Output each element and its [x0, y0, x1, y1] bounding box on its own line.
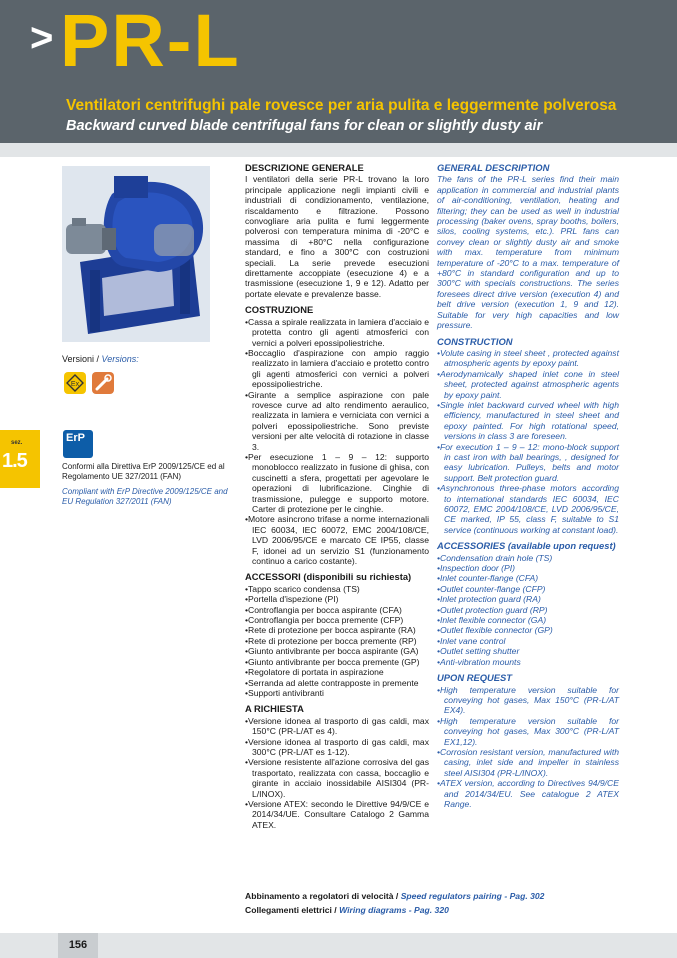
- english-column: [437, 163, 619, 815]
- upon-request-list: [245, 716, 429, 830]
- list-item: • Inspection door (PI): [437, 563, 619, 573]
- list-item: • Versione resistente all'azione corrosiva del gas trasportato, realizzata con cassa, boccaglio e girante in acciaio inossidabile AISI304 (PR-L/INOX).: [245, 757, 429, 799]
- speed-regulators-page: - Pag. 302: [504, 891, 545, 901]
- versions-label-italian: Versioni /: [62, 354, 100, 364]
- erp-compliance-english: Compliant with ErP Directive 2009/125/CE and EU Regulation 327/2011 (FAN): [62, 487, 228, 506]
- list-item: • Boccaglio d'aspirazione con ampio raggio realizzato in lamiera d'acciaio e protetto contro gli agenti atmosferici con vernici a polveri epossipoliestriche.: [245, 348, 429, 390]
- list-item: • Regolatore di portata in aspirazione: [245, 667, 429, 677]
- list-item: • ATEX version, according to Directives 94/9/CE and 2014/34/EU. See catalogue 2 ATEX Range.: [437, 778, 619, 809]
- erp-compliance-italian: Conformi alla Direttiva ErP 2009/125/CE ed al Regolamento UE 327/2011 (FAN): [62, 462, 225, 481]
- list-item: • Corrosion resistant version, manufactured with casing, inlet side and impeller in stainless steel AISI304 (PR-L/INOX).: [437, 747, 619, 778]
- upon-request-heading-en: UPON REQUEST: [437, 672, 513, 684]
- list-item: • High temperature version suitable for conveying hot gases, Max 150°C (PR-L/AT EX4).: [437, 685, 619, 716]
- list-item: • Tappo scarico condensa (TS): [245, 584, 429, 594]
- list-item: • Aerodynamically shaped inlet cone in steel sheet, protected against atmospheric agents by epoxy paint.: [437, 369, 619, 400]
- list-item: • Versione idonea al trasporto di gas caldi, max 300°C (PR-L/AT es 1-12).: [245, 737, 429, 758]
- subtitle-english: Backward curved blade centrifugal fans for clean or slightly dusty air: [66, 118, 543, 134]
- wiring-diagrams-link[interactable]: Wiring diagrams: [339, 905, 407, 915]
- accessories-heading: ACCESSORI (disponibili su richiesta): [245, 571, 412, 583]
- list-item: • Volute casing in steel sheet , protected against atmospheric agents by epoxy paint.: [437, 348, 619, 369]
- list-item: • Single inlet backward curved wheel with high efficiency, manufactured in steel sheet and epoxy painted. For high rotational speed, versions in class 3 are foreseen.: [437, 400, 619, 442]
- svg-text:Ex: Ex: [70, 381, 80, 388]
- construction-heading-en: CONSTRUCTION: [437, 335, 513, 347]
- product-photo: [62, 166, 210, 342]
- versions-label: [62, 354, 139, 364]
- list-item: • Inlet counter-flange (CFA): [437, 573, 619, 583]
- speed-regulators-label: Abbinamento a regolatori di velocità /: [245, 891, 399, 901]
- versions-label-english: Versions:: [101, 354, 139, 364]
- list-item: • Controflangia per bocca premente (CFP): [245, 615, 429, 625]
- list-item: • Per esecuzione 1 – 9 – 12: supporto monoblocco realizzato in fusione di ghisa, con cuscinetti a sfera, progettati per agevolare le operazioni di lubrificazione. Cinghie di trasmissione, pulegge e supporto motore. Carter di protezione per le cinghie.: [245, 452, 429, 514]
- general-description-heading: DESCRIZIONE GENERALE: [245, 162, 364, 173]
- accessories-list-en: [437, 553, 619, 667]
- list-item: • For execution 1 – 9 – 12: mono-block support in cast iron with ball bearings, , designed for easy lubrication. Pulleys, belts and motor support. Belt protection guard.: [437, 442, 619, 484]
- subtitle-italian: Ventilatori centrifughi pale rovesce per aria pulita e leggermente polverosa: [66, 97, 617, 114]
- list-item: • Supporti antivibranti: [245, 688, 429, 698]
- general-description-text-en: The fans of the PR-L series find their main application in commercial and industrial plants of air-conditioning, ventilation, heating and filtering; they can be used as well in industrial processing (baker ovens, spray booths, boilers, silos, cooling systems, etc.). PRL fans can convey clean or slightly dusty air and smoke with max. temperature from minimum temperature of -20°C to a max. temperature of +80°C in standard configuration and up to 300°C with specials constructions. The series foresees direct drive version (execution 4) and belt drive version (execution 1, 9 and 12). Suitable for very high capacities and low pressure.: [437, 174, 619, 331]
- wiring-diagrams-page: - Pag. 320: [408, 905, 449, 915]
- list-item: • Giunto antivibrante per bocca aspirante (GA): [245, 646, 429, 656]
- construction-heading: COSTRUZIONE: [245, 304, 314, 316]
- speed-regulators-reference: [245, 891, 544, 901]
- list-item: • Versione idonea al trasporto di gas caldi, max 150°C (PR-L/AT es 4).: [245, 716, 429, 737]
- list-item: • Anti-vibration mounts: [437, 657, 619, 667]
- list-item: • Asynchronous three-phase motors according to international standards IEC 60034, IEC 60072, EMC 2004/108/CE, LVD 2006/95/CE, CE marked, IP 55, class F, suitable to S1 service (continuous working at constant load).: [437, 483, 619, 535]
- construction-list-en: [437, 348, 619, 535]
- list-item: • Outlet protection guard (RP): [437, 605, 619, 615]
- wiring-diagrams-label: Collegamenti elettrici /: [245, 905, 337, 915]
- page-title: PR-L: [60, 0, 241, 82]
- page-footer-bar: [0, 933, 677, 958]
- list-item: • Inlet vane control: [437, 636, 619, 646]
- list-item: • Rete di protezione per bocca aspirante (RA): [245, 625, 429, 635]
- section-label: sez.: [11, 440, 23, 446]
- fan-illustration: [62, 166, 210, 342]
- list-item: • Serranda ad alette contrapposte in premente: [245, 678, 429, 688]
- page-number: 156: [58, 933, 98, 958]
- stainless-steel-icon: [92, 372, 114, 394]
- list-item: • Cassa a spirale realizzata in lamiera d'acciaio e protetta contro gli agenti atmosferici con vernici a polveri epossipoliestriche.: [245, 317, 429, 348]
- list-item: • Portella d'ispezione (PI): [245, 594, 429, 604]
- list-item: • Giunto antivibrante per bocca premente (GP): [245, 657, 429, 667]
- upon-request-heading: A RICHIESTA: [245, 703, 304, 715]
- atex-ex-icon: [64, 372, 86, 394]
- list-item: • Inlet flexible connector (GA): [437, 615, 619, 625]
- list-item: • Outlet setting shutter: [437, 646, 619, 656]
- chevron-right-icon: >: [30, 16, 54, 60]
- speed-regulators-link[interactable]: Speed regulators pairing: [400, 891, 502, 901]
- list-item: • Motore asincrono trifase a norme internazionali IEC 60034, IEC 60072, EMC 2004/108/CE, LVD 2006/95/CE e marcato CE IP55, classe F, idonei ad un servizio S1 (funzionamento continuo a carico costante).: [245, 514, 429, 566]
- list-item: • Rete di protezione per bocca premente (RP): [245, 636, 429, 646]
- list-item: • High temperature version suitable for conveying hot gases, Max 300°C (PR-L/AT EX1,12).: [437, 716, 619, 747]
- erp-badge-label: ErP: [66, 432, 85, 444]
- list-item: • Controflangia per bocca aspirante (CFA): [245, 605, 429, 615]
- list-item: • Versione ATEX: secondo le Direttive 94/9/CE e 2014/34/UE. Consultare Catalogo 2 Gamma ATEX.: [245, 799, 429, 830]
- accessories-list: [245, 584, 429, 698]
- list-item: • Outlet flexible connector (GP): [437, 625, 619, 635]
- wiring-diagrams-reference: [245, 905, 449, 915]
- list-item: • Outlet counter-flange (CFP): [437, 584, 619, 594]
- construction-list: [245, 317, 429, 567]
- section-number: 1.5: [2, 450, 27, 472]
- list-item: • Inlet protection guard (RA): [437, 594, 619, 604]
- upon-request-list-en: [437, 685, 619, 810]
- header-strip: [0, 143, 677, 157]
- general-description-heading-en: GENERAL DESCRIPTION: [437, 162, 550, 173]
- list-item: • Condensation drain hole (TS): [437, 553, 619, 563]
- general-description-text: I ventilatori della serie PR-L trovano la loro principale applicazione negli impianti civili e industriali di condizionamento, ventilazione, riscaldamento e filtrazione. Possono convogliare aria pulita e fumi leggermente polverosi con temperatura minima di -20°C e massima di +80°C nella configurazione standard, e fino a 300°C con costruzioni speciali. La serie prevede esecuzioni direttamente accoppiate (esecuzione 4) e a trasmissione (esecuzione 1, 9 e 12). Adatto per portate elevate e prevalenze basse.: [245, 174, 429, 299]
- accessories-heading-en: ACCESSORIES (available upon request): [437, 540, 616, 552]
- list-item: • Girante a semplice aspirazione con pale rovesce curve ad alto rendimento aeraulico, realizzata in lamiera e verniciata con vernici a polveri epossipoliestriche. Sono previste versioni per alte velocità di rotazione in classe 3.: [245, 390, 429, 452]
- italian-column: [245, 163, 429, 836]
